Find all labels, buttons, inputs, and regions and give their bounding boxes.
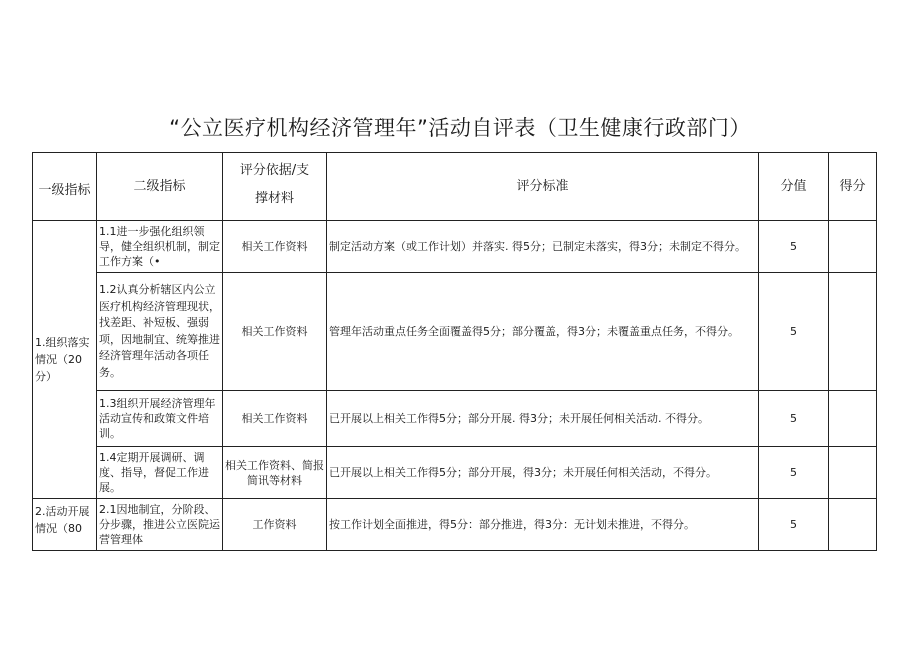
level2-indicator-cell: 1.1进一步强化组织领导，健全组织机制，制定工作方案（•: [97, 221, 223, 273]
self-evaluation-table: [32, 152, 877, 551]
criteria-cell: 按工作计划全面推进，得5分：部分推进，得3分：无计划未推进，不得分。: [327, 499, 759, 551]
points-cell: 5: [759, 447, 829, 499]
header-basis-line2: 撑材料: [254, 190, 294, 206]
points-cell: 5: [759, 273, 829, 391]
header-criteria: 评分标准: [327, 153, 759, 221]
points-cell: 5: [759, 221, 829, 273]
basis-cell: 相关工作资料: [223, 273, 327, 391]
level2-indicator-cell: 2.1因地制宜，分阶段、分步骤，推进公立医院运营管理体: [97, 499, 223, 551]
header-basis-line1: 评分依据/支: [239, 162, 310, 178]
basis-cell: 相关工作资料: [223, 391, 327, 447]
level1-indicator-cell: 2.活动开展情况（80: [33, 499, 97, 551]
score-cell: [829, 273, 877, 391]
level2-indicator-cell: 1.2认真分析辖区内公立医疗机构经济管理现状，找差距、补短板、强弱项，因地制宜、统筹推进经济管理年活动各项任务。: [97, 273, 223, 391]
score-cell: [829, 221, 877, 273]
table-row: [33, 391, 877, 447]
header-score: 得分: [829, 153, 877, 221]
score-cell: [829, 499, 877, 551]
criteria-cell: 已开展以上相关工作得5分；部分开展. 得3分；未开展任何相关活动. 不得分。: [327, 391, 759, 447]
header-level1: 一级指标: [33, 153, 97, 221]
header-level2: 二级指标: [97, 153, 223, 221]
criteria-cell: 已开展以上相关工作得5分；部分开展，得3分；未开展任何相关活动，不得分。: [327, 447, 759, 499]
header-row: [33, 153, 877, 221]
level2-indicator-cell: 1.4定期开展调研、调度、指导，督促工作进展。: [97, 447, 223, 499]
score-cell: [829, 391, 877, 447]
points-cell: 5: [759, 499, 829, 551]
basis-cell: 相关工作资料、简报简讯等材料: [223, 447, 327, 499]
criteria-cell: 制定活动方案（或工作计划）并落实. 得5分；已制定未落实，得3分；未制定不得分。: [327, 221, 759, 273]
table-row: [33, 273, 877, 391]
page-title: “公立医疗机构经济管理年”活动自评表（卫生健康行政部门）: [169, 116, 751, 140]
score-cell: [829, 447, 877, 499]
level1-indicator-cell: 1.组织落实情况（20分）: [33, 221, 97, 499]
points-cell: 5: [759, 391, 829, 447]
criteria-cell: 管理年活动重点任务全面覆盖得5分；部分覆盖，得3分；未覆盖重点任务，不得分。: [327, 273, 759, 391]
header-points: 分值: [759, 153, 829, 221]
table-row: [33, 499, 877, 551]
basis-cell: 工作资料: [223, 499, 327, 551]
header-basis: [223, 153, 327, 221]
table-row: [33, 221, 877, 273]
table-row: [33, 447, 877, 499]
basis-cell: 相关工作资料: [223, 221, 327, 273]
level2-indicator-cell: 1.3组织开展经济管理年活动宣传和政策文件培训。: [97, 391, 223, 447]
